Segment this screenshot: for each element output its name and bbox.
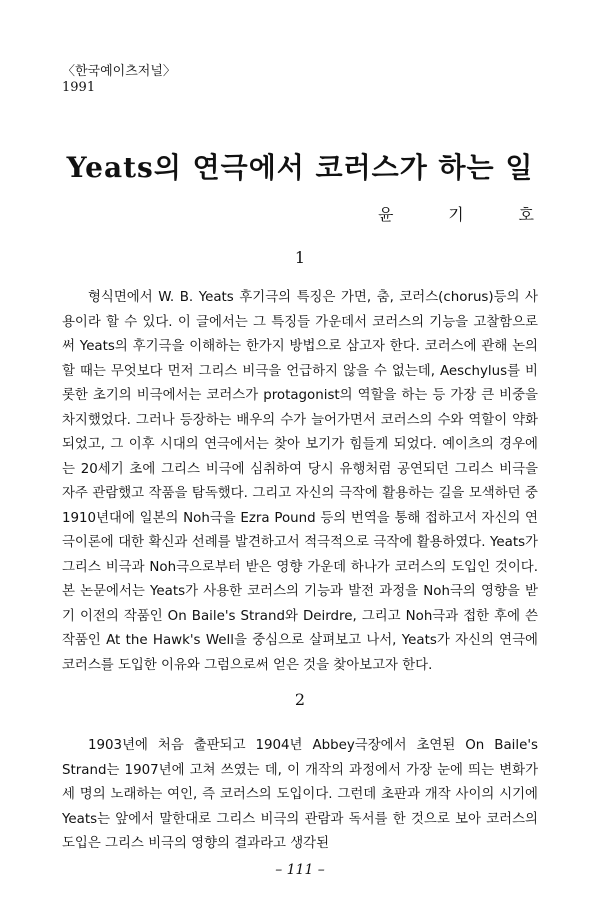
author-char: 기 xyxy=(448,205,464,224)
section-number-2: 2 xyxy=(294,690,306,709)
author-name xyxy=(378,202,534,225)
journal-name: 〈한국예이츠저널〉 xyxy=(62,64,176,79)
page-number: – 111 – xyxy=(275,862,325,878)
section-2-paragraph: 1903년에 처음 출판되고 1904년 Abbey극장에서 초연된 On Baile's Strand는 1907년에 고쳐 쓰였는 데, 이 개작의 과정에서 가장 눈에 띄는 변화가 세 명의 노래하는 여인, 즉 코러스의 도입이다. 그런데 초판과 개작 사이의 시기에 Yeats는 앞에서 말한대로 그리스 비극의 관람과 독서를 한 것으로 보아 코러스의 도입은 그리스 비극의 영향의 결과라고 생각된 xyxy=(62,738,538,851)
author-char: 호 xyxy=(518,205,534,224)
journal-year: 1991 xyxy=(62,80,96,95)
author-char: 윤 xyxy=(378,205,394,224)
article-title: Yeats의 연극에서 코러스가 하는 일 xyxy=(66,151,534,184)
section-1-paragraph: 형식면에서 W. B. Yeats 후기극의 특징은 가면, 춤, 코러스(chorus)등의 사용이라 할 수 있다. 이 글에서는 그 특징들 가운데서 코러스의 기능을 고찰함으로써 Yeats의 후기극을 이해하는 한가지 방법으로 삼고자 한다. 코러스에 관해 논의할 때는 무엇보다 먼저 그리스 비극을 언급하지 않을 수 없는데, Aeschylus를 비롯한 초기의 비극에서는 코러스가 protagonist의 역할을 하는 등 가장 큰 비중을 차지했었다. 그러나 등장하는 배우의 수가 늘어가면서 코러스의 수와 역할이 약화되었고, 그 이후 시대의 연극에서는 찾아 보기가 힘들게 되었다. 예이츠의 경우에는 20세기 초에 그리스 비극에 심취하여 당시 유행처럼 공연되던 그리스 비극을 자주 관람했고 작품을 탐독했다. 그리고 자신의 극작에 활용하는 길을 모색하던 중 1910년대에 일본의 Noh극을 Ezra Pound 등의 번역을 통해 접하고서 자신의 연극이론에 대한 확신과 선례를 발견하고서 적극적으로 극작에 활용하였다. Yeats가 그리스 비극과 Noh극으로부터 받은 영향 가운데 하나가 코러스의 도입인 것이다. 본 논문에서는 Yeats가 사용한 코러스의 기능과 발전 과정을 Noh극의 영향을 받기 이전의 작품인 On Baile's Strand와 Deirdre, 그리고 Noh극과 접한 후에 쓴 작품인 At the Hawk's Well을 중심으로 살펴보고 나서, Yeats가 자신의 연극에 코러스를 도입한 이유와 그럼으로써 얻은 것을 찾아보고자 한다. xyxy=(62,290,538,673)
journal-header xyxy=(62,64,176,96)
section-number-1: 1 xyxy=(294,248,306,267)
